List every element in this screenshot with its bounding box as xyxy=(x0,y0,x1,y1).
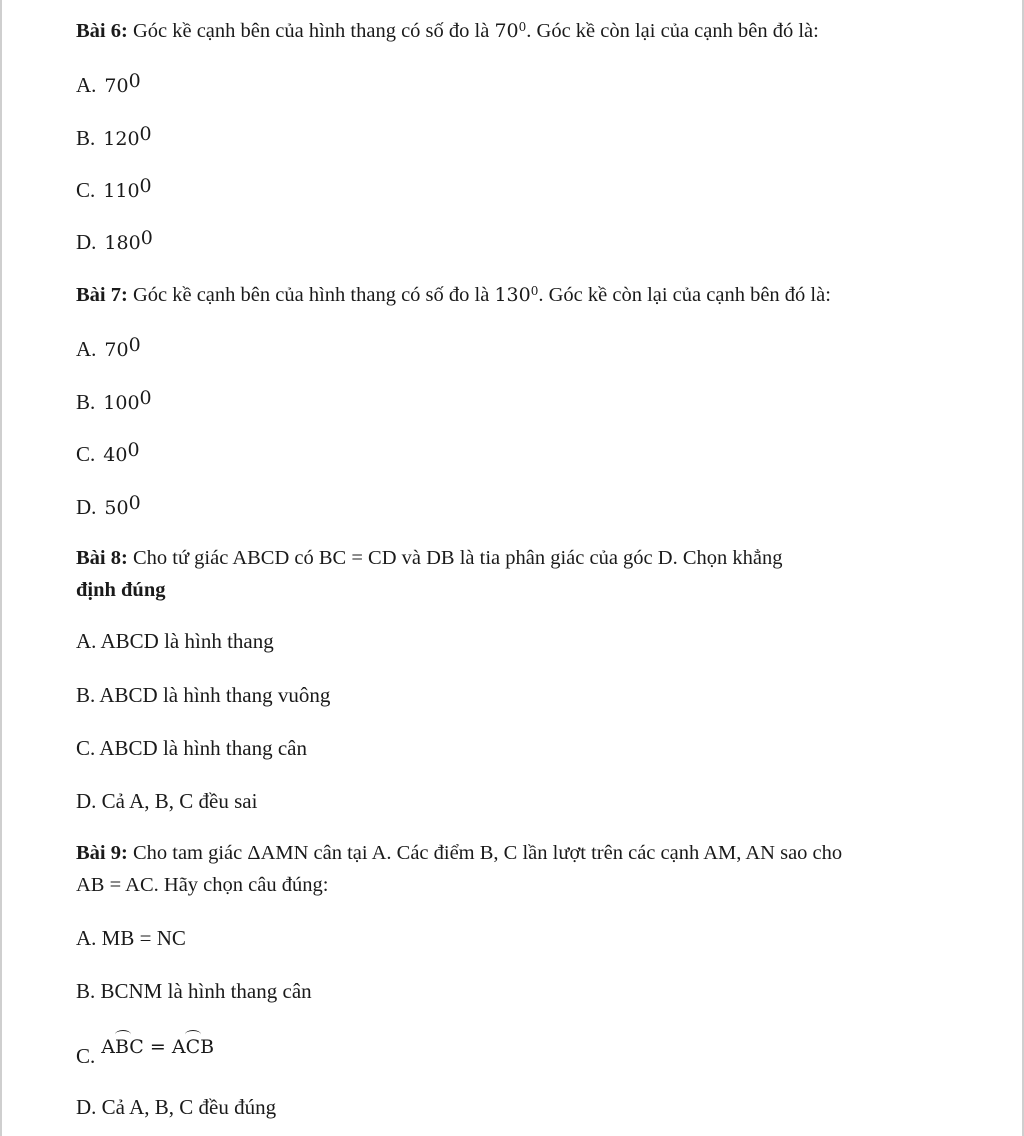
q8-option-a[interactable]: A. ABCD là hình thang xyxy=(76,629,274,653)
q7-option-c-value: 40 xyxy=(103,444,128,466)
q7-option-d-letter: D. xyxy=(76,495,97,519)
q6-option-a[interactable] xyxy=(76,72,141,99)
q8-option-c[interactable]: C. ABCD là hình thang cân xyxy=(76,736,307,760)
question-9-label: Bài 9: xyxy=(76,842,128,864)
q7-option-c-letter: C. xyxy=(76,442,96,466)
q7-option-d-value: 50 xyxy=(104,497,129,519)
q8-option-d[interactable]: D. Cả A, B, C đều sai xyxy=(76,789,258,813)
question-6-angle xyxy=(494,20,526,42)
q7-option-b-degree: 0 xyxy=(139,387,152,409)
q6-option-c-degree: 0 xyxy=(139,175,152,197)
q6-option-c-value: 110 xyxy=(103,180,140,202)
question-8-line-2: định đúng xyxy=(76,579,166,601)
question-6-label: Bài 6: xyxy=(76,20,128,42)
question-6-text-b: . Góc kề còn lại của cạnh bên đó là: xyxy=(526,20,819,42)
q8-option-b[interactable]: B. ABCD là hình thang vuông xyxy=(76,683,331,707)
q7-option-d-degree: 0 xyxy=(128,492,141,514)
q7-option-a-degree: 0 xyxy=(128,334,141,356)
question-8-line-1: Cho tứ giác ABCD có BC = CD và DB là tia phân giác của góc D. Chọn khẳng xyxy=(127,547,783,569)
q9-option-c-angle-abc: ABC xyxy=(101,1036,144,1058)
question-7-label: Bài 7: xyxy=(76,284,128,306)
q7-option-a-letter: A. xyxy=(76,337,97,361)
q6-option-a-degree: 0 xyxy=(128,70,141,92)
q6-option-b[interactable] xyxy=(76,125,152,152)
question-7-text-a: Góc kề cạnh bên của hình thang có số đo là xyxy=(127,284,495,306)
q6-option-b-letter: B. xyxy=(76,126,96,150)
q6-option-d[interactable] xyxy=(76,229,153,256)
q7-option-c-degree: 0 xyxy=(127,439,140,461)
q9-option-b[interactable]: B. BCNM là hình thang cân xyxy=(76,979,312,1003)
q6-option-d-degree: 0 xyxy=(140,227,153,249)
q9-option-c-letter: C. xyxy=(76,1044,96,1068)
question-9 xyxy=(76,840,842,866)
q7-option-b[interactable] xyxy=(76,389,152,416)
question-6 xyxy=(76,18,819,44)
q7-option-a[interactable] xyxy=(76,336,141,363)
q6-option-d-letter: D. xyxy=(76,230,97,254)
q9-option-c-equals: = xyxy=(143,1036,172,1058)
q9-option-d[interactable]: D. Cả A, B, C đều đúng xyxy=(76,1095,277,1119)
question-9-line-2: AB = AC. Hãy chọn câu đúng: xyxy=(76,874,329,896)
q6-option-b-degree: 0 xyxy=(139,123,152,145)
q7-option-b-letter: B. xyxy=(76,390,96,414)
question-7-angle-value: 130 xyxy=(494,284,531,306)
q7-option-b-value: 100 xyxy=(103,392,140,414)
question-7-text-b: . Góc kề còn lại của cạnh bên đó là: xyxy=(538,284,831,306)
q6-option-b-value: 120 xyxy=(103,128,140,150)
q7-option-c[interactable] xyxy=(76,441,140,468)
question-8 xyxy=(76,545,783,571)
question-6-degree: 0 xyxy=(518,20,527,34)
question-7-angle xyxy=(494,284,538,306)
q7-option-a-value: 70 xyxy=(104,339,129,361)
q6-option-d-value: 180 xyxy=(104,232,141,254)
q6-option-a-value: 70 xyxy=(104,75,129,97)
q6-option-c[interactable] xyxy=(76,177,152,204)
q6-option-a-letter: A. xyxy=(76,73,97,97)
q9-option-a[interactable]: A. MB = NC xyxy=(76,926,186,950)
q9-option-c-angle-acb: ACB xyxy=(171,1036,215,1058)
question-7-degree: 0 xyxy=(530,284,539,298)
q7-option-d[interactable] xyxy=(76,494,141,521)
question-8-label: Bài 8: xyxy=(76,547,128,569)
q9-option-c[interactable] xyxy=(76,1033,215,1068)
question-6-text-a: Góc kề cạnh bên của hình thang có số đo là xyxy=(127,20,495,42)
q6-option-c-letter: C. xyxy=(76,178,96,202)
question-7 xyxy=(76,282,831,308)
question-6-angle-value: 70 xyxy=(494,20,519,42)
question-9-line-1: Cho tam giác ΔAMN cân tại A. Các điểm B, C lần lượt trên các cạnh AM, AN sao cho xyxy=(127,842,843,864)
